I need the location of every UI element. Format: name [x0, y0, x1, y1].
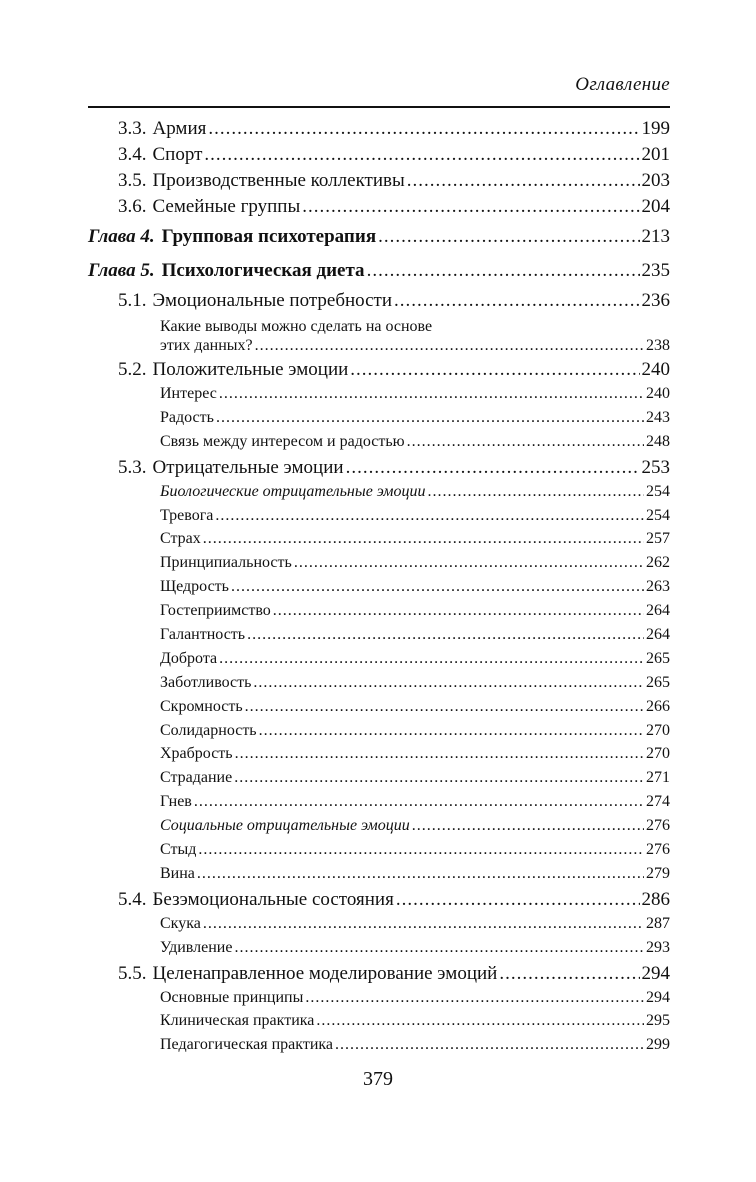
- toc-subentry[interactable]: [88, 769, 670, 793]
- toc-page: 199: [641, 118, 670, 139]
- toc-page: 262: [646, 554, 670, 572]
- toc-subentry[interactable]: [88, 433, 670, 457]
- toc-entry-3-6[interactable]: [88, 196, 670, 222]
- toc-entry-5-1[interactable]: [88, 290, 670, 316]
- toc-title: Скука: [160, 914, 201, 932]
- toc-title: Галантность: [160, 626, 246, 644]
- chapter-title: Психологическая диета: [161, 260, 365, 281]
- leader-dots: [335, 1036, 644, 1054]
- toc-page: 294: [641, 962, 670, 984]
- toc-page: 287: [646, 914, 670, 932]
- toc-title: Радость: [160, 408, 214, 426]
- toc-title: Эмоциональные потребности: [152, 290, 393, 311]
- toc-subentry[interactable]: [88, 674, 670, 698]
- toc-title: Гостеприимство: [160, 602, 271, 620]
- toc-title: Семейные группы: [152, 196, 301, 217]
- toc-page: 286: [641, 888, 670, 910]
- leader-dots: [215, 507, 644, 525]
- toc-title: Биологические отрицательные эмоции: [160, 482, 426, 500]
- toc-page: 276: [646, 817, 670, 835]
- toc-title: Тревога: [160, 506, 214, 524]
- toc-title: Заботливость: [160, 673, 252, 691]
- leader-dots: [231, 578, 644, 596]
- leader-dots: [346, 457, 640, 479]
- toc-number: 5.4.: [118, 888, 147, 910]
- toc-subentry-italic[interactable]: [88, 483, 670, 507]
- toc-subentry[interactable]: [88, 1036, 670, 1060]
- toc-subentry[interactable]: [88, 385, 670, 409]
- toc-subentry[interactable]: [88, 841, 670, 865]
- leader-dots: [208, 118, 639, 140]
- toc-page: 271: [646, 769, 670, 787]
- toc-page: 203: [641, 170, 670, 191]
- toc-title: Клиническая практика: [160, 1012, 315, 1030]
- leader-dots: [396, 889, 640, 911]
- toc-subentry[interactable]: [88, 915, 670, 939]
- toc-subentry[interactable]: [88, 793, 670, 817]
- toc-entry-5-3[interactable]: [88, 457, 670, 483]
- toc-title: Вина: [160, 864, 195, 882]
- leader-dots: [253, 674, 644, 692]
- toc-page: 294: [646, 988, 670, 1006]
- toc-subentry-conclusions[interactable]: [88, 316, 670, 359]
- leader-dots: [412, 817, 644, 835]
- toc-title: Основные принципы: [160, 988, 304, 1006]
- toc-number: 3.5.: [118, 170, 147, 191]
- toc-page: 274: [646, 793, 670, 811]
- toc-page: 254: [646, 482, 670, 500]
- toc-subentry[interactable]: [88, 650, 670, 674]
- leader-dots: [197, 865, 644, 883]
- toc-title: Принципиальность: [160, 554, 292, 572]
- toc-page: 238: [646, 337, 670, 354]
- leader-dots: [427, 483, 644, 501]
- toc-page: 293: [646, 938, 670, 956]
- toc-title: Страх: [160, 530, 201, 548]
- toc-subentry[interactable]: [88, 507, 670, 531]
- toc-title: Безэмоциональные состояния: [152, 888, 394, 910]
- toc-subentry[interactable]: [88, 554, 670, 578]
- toc-number: 5.2.: [118, 359, 147, 380]
- leader-dots: [234, 939, 644, 957]
- leader-dots: [273, 602, 644, 620]
- toc-title: Спорт: [152, 144, 203, 165]
- toc-page: 254: [646, 506, 670, 524]
- leader-dots: [255, 337, 644, 355]
- toc-page: 201: [641, 144, 670, 165]
- toc-entry-3-5[interactable]: [88, 170, 670, 196]
- toc-page: 266: [646, 697, 670, 715]
- page-number: 379: [363, 1068, 393, 1090]
- toc-page: 257: [646, 530, 670, 548]
- toc-page: 276: [646, 841, 670, 859]
- toc-title: Связь между интересом и радостью: [160, 432, 405, 450]
- leader-dots: [234, 769, 644, 787]
- toc-title: Храбрость: [160, 745, 233, 763]
- chapter-number: Глава 5.: [88, 260, 155, 281]
- leader-dots: [499, 963, 639, 985]
- header-rule: [88, 106, 670, 108]
- chapter-title: Групповая психотерапия: [161, 226, 377, 247]
- leader-dots: [378, 226, 639, 248]
- toc-chapter-5[interactable]: [88, 256, 670, 290]
- toc-title-line2: этих данных?: [160, 337, 253, 354]
- toc-title: Щедрость: [160, 578, 229, 596]
- toc-page: 270: [646, 745, 670, 763]
- toc-page: 265: [646, 673, 670, 691]
- toc-chapter-4[interactable]: [88, 222, 670, 256]
- chapter-number: Глава 4.: [88, 226, 155, 247]
- toc-title: Интерес: [160, 385, 217, 402]
- toc-page: 204: [641, 196, 670, 217]
- leader-dots: [204, 144, 639, 166]
- toc-title: Положительные эмоции: [152, 359, 349, 380]
- toc-title: Производственные коллективы: [152, 170, 405, 191]
- toc-page: 235: [641, 260, 670, 281]
- toc-page: 213: [641, 226, 670, 247]
- toc-subentry[interactable]: [88, 530, 670, 554]
- toc-page: 236: [641, 290, 670, 311]
- toc-page: 240: [646, 385, 670, 402]
- toc-number: 3.4.: [118, 144, 147, 165]
- toc-subentry[interactable]: [88, 865, 670, 889]
- toc-number: 3.3.: [118, 118, 147, 139]
- table-of-contents: [88, 118, 670, 1060]
- toc-page: 253: [641, 456, 670, 478]
- leader-dots: [294, 554, 644, 572]
- leader-dots: [407, 433, 644, 451]
- toc-subentry[interactable]: [88, 939, 670, 963]
- toc-title: Педагогическая практика: [160, 1036, 334, 1054]
- toc-subentry[interactable]: [88, 722, 670, 746]
- toc-number: 5.3.: [118, 456, 147, 478]
- leader-dots: [305, 989, 644, 1007]
- toc-page: 263: [646, 578, 670, 596]
- toc-entry-5-4[interactable]: [88, 889, 670, 915]
- toc-title-line1: Какие выводы можно сделать на основе: [160, 318, 433, 335]
- toc-subentry[interactable]: [88, 578, 670, 602]
- toc-title: Страдание: [160, 769, 233, 787]
- leader-dots: [219, 385, 644, 403]
- leader-dots: [219, 650, 644, 668]
- toc-subentry[interactable]: [88, 698, 670, 722]
- toc-title: Армия: [152, 118, 207, 139]
- leader-dots: [259, 722, 644, 740]
- toc-title: Целенаправленное моделирование эмоций: [152, 962, 498, 984]
- toc-page: 240: [641, 359, 670, 380]
- toc-title: Солидарность: [160, 721, 257, 739]
- toc-page: 279: [646, 864, 670, 882]
- leader-dots: [407, 170, 640, 192]
- toc-page: 264: [646, 602, 670, 620]
- toc-entry-3-4[interactable]: [88, 144, 670, 170]
- toc-page: 248: [646, 432, 670, 450]
- toc-page: 265: [646, 649, 670, 667]
- leader-dots: [367, 260, 640, 282]
- toc-subentry[interactable]: [88, 409, 670, 433]
- toc-title: Удивление: [160, 938, 233, 956]
- toc-subentry[interactable]: [88, 745, 670, 769]
- leader-dots: [203, 915, 644, 933]
- leader-dots: [316, 1012, 644, 1030]
- leader-dots: [194, 793, 644, 811]
- leader-dots: [203, 530, 644, 548]
- leader-dots: [247, 626, 644, 644]
- toc-subentry[interactable]: [88, 1012, 670, 1036]
- leader-dots: [302, 196, 639, 218]
- leader-dots: [245, 698, 644, 716]
- leader-dots: [350, 359, 639, 381]
- toc-title: Скромность: [160, 697, 243, 715]
- toc-entry-3-3[interactable]: [88, 118, 670, 144]
- leader-dots: [235, 745, 644, 763]
- toc-title: Отрицательные эмоции: [152, 456, 344, 478]
- toc-title: Стыд: [160, 841, 197, 859]
- leader-dots: [216, 409, 644, 427]
- toc-entry-5-2[interactable]: [88, 359, 670, 385]
- leader-dots: [394, 290, 639, 312]
- toc-page: 295: [646, 1012, 670, 1030]
- toc-subentry[interactable]: [88, 602, 670, 626]
- toc-subentry[interactable]: [88, 989, 670, 1013]
- toc-title: Гнев: [160, 793, 192, 811]
- toc-number: 5.1.: [118, 290, 147, 311]
- toc-entry-5-5[interactable]: [88, 963, 670, 989]
- toc-page: 270: [646, 721, 670, 739]
- toc-number: 3.6.: [118, 196, 147, 217]
- toc-title: Социальные отрицательные эмоции: [160, 817, 410, 835]
- toc-subentry[interactable]: [88, 626, 670, 650]
- leader-dots: [198, 841, 644, 859]
- toc-page: 299: [646, 1036, 670, 1054]
- toc-title: Доброта: [160, 649, 218, 667]
- toc-subentry-italic[interactable]: [88, 817, 670, 841]
- toc-page: 264: [646, 626, 670, 644]
- toc-page: 243: [646, 408, 670, 426]
- running-header: Оглавление: [575, 74, 670, 95]
- toc-number: 5.5.: [118, 962, 147, 984]
